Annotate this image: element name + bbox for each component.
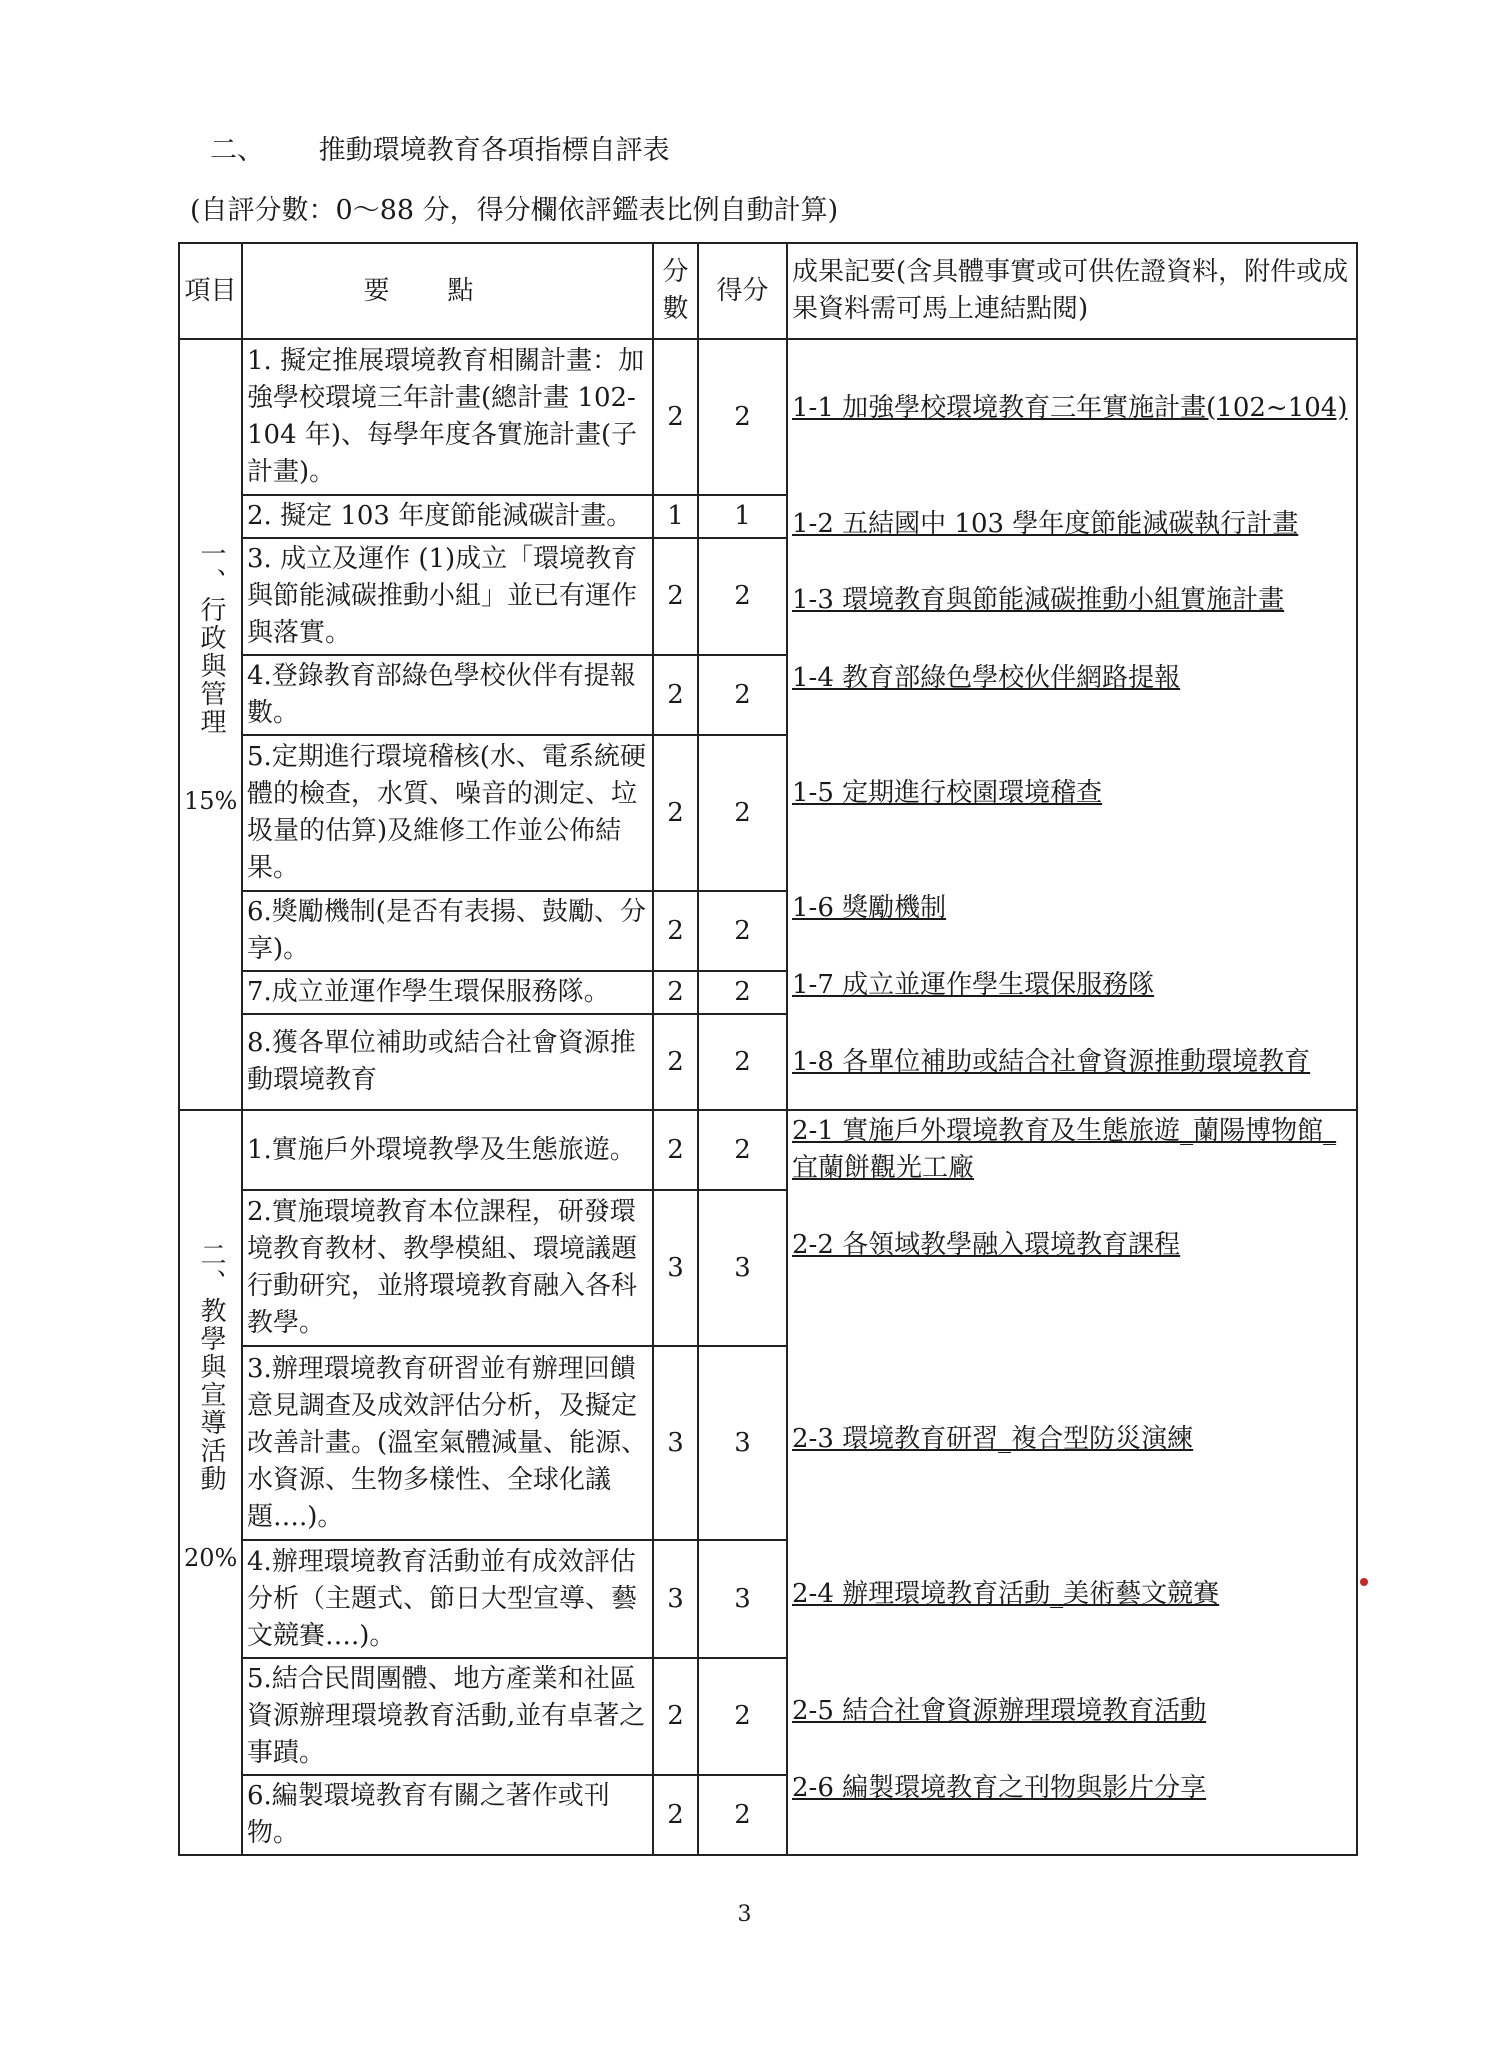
point-cell: 5.結合民間團體、地方產業和社區資源辦理環境教育活動,並有卓著之事蹟。 bbox=[242, 1658, 653, 1775]
point-cell: 4.登錄教育部綠色學校伙伴有提報數。 bbox=[242, 655, 653, 735]
got-cell: 2 bbox=[698, 1014, 787, 1110]
got-cell: 2 bbox=[698, 891, 787, 971]
score-cell: 2 bbox=[653, 655, 698, 735]
category-percent: 15% bbox=[184, 787, 238, 815]
result-link[interactable]: 1-8 各單位補助或結合社會資源推動環境教育 bbox=[792, 1047, 1311, 1077]
got-cell: 2 bbox=[698, 971, 787, 1014]
result-link[interactable]: 1-1 加強學校環境教育三年實施計畫(102~104) bbox=[792, 393, 1348, 423]
section-heading bbox=[210, 128, 670, 167]
result-link[interactable]: 1-5 定期進行校園環境稽查 bbox=[792, 778, 1103, 808]
result-link[interactable]: 1-3 環境教育與節能減碳推動小組實施計畫 bbox=[792, 585, 1285, 615]
point-cell: 7.成立並運作學生環保服務隊。 bbox=[242, 971, 653, 1014]
score-cell: 1 bbox=[653, 495, 698, 538]
got-cell: 3 bbox=[698, 1346, 787, 1540]
got-cell: 2 bbox=[698, 339, 787, 495]
result-link[interactable]: 2-4 辦理環境教育活動_美術藝文競賽 bbox=[792, 1579, 1220, 1609]
result-link[interactable]: 2-2 各領域教學融入環境教育課程 bbox=[792, 1230, 1181, 1260]
ink-dot bbox=[1360, 1578, 1368, 1586]
point-cell: 6.編製環境教育有關之著作或刊物。 bbox=[242, 1775, 653, 1855]
point-cell: 3. 成立及運作 (1)成立「環境教育與節能減碳推動小組」並已有運作與落實。 bbox=[242, 538, 653, 655]
result-link[interactable]: 2-5 結合社會資源辦理環境教育活動 bbox=[792, 1696, 1207, 1726]
result-link[interactable]: 1-2 五結國中 103 學年度節能減碳執行計畫 bbox=[792, 509, 1299, 539]
category-cell-admin bbox=[179, 339, 242, 1110]
results-cell-teaching bbox=[787, 1110, 1357, 1855]
point-cell: 8.獲各單位補助或結合社會資源推動環境教育 bbox=[242, 1014, 653, 1110]
point-cell: 4.辦理環境教育活動並有成效評估分析（主題式、節日大型宣導、藝文競賽….)。 bbox=[242, 1540, 653, 1658]
score-cell: 2 bbox=[653, 339, 698, 495]
table-row bbox=[179, 339, 1357, 495]
score-cell: 2 bbox=[653, 1014, 698, 1110]
score-cell: 2 bbox=[653, 1775, 698, 1855]
section-number: 二、 bbox=[210, 135, 264, 166]
result-link[interactable]: 2-1 實施戶外環境教育及生態旅遊_蘭陽博物館_宜蘭餅觀光工廠 bbox=[792, 1116, 1337, 1183]
score-cell: 3 bbox=[653, 1346, 698, 1540]
point-cell: 2.實施環境教育本位課程，研發環境教育教材、教學模組、環境議題行動研究，並將環境教育融入各科教學。 bbox=[242, 1190, 653, 1346]
got-cell: 2 bbox=[698, 735, 787, 891]
score-cell: 3 bbox=[653, 1190, 698, 1346]
scoring-note: (自評分數：0～88 分，得分欄依評鑑表比例自動計算) bbox=[190, 195, 839, 226]
score-cell: 2 bbox=[653, 1110, 698, 1190]
section-title: 推動環境教育各項指標自評表 bbox=[318, 135, 670, 166]
header-result: 成果記要(含具體事實或可供佐證資料，附件或成果資料需可馬上連結點閱) bbox=[787, 243, 1357, 339]
got-cell: 1 bbox=[698, 495, 787, 538]
score-cell: 2 bbox=[653, 1658, 698, 1775]
self-evaluation-table bbox=[178, 242, 1358, 1856]
header-item: 項目 bbox=[179, 243, 242, 339]
got-cell: 3 bbox=[698, 1540, 787, 1658]
score-cell: 3 bbox=[653, 1540, 698, 1658]
result-link[interactable]: 2-6 編製環境教育之刊物與影片分享 bbox=[792, 1773, 1207, 1803]
point-cell: 1. 擬定推展環境教育相關計畫：加強學校環境三年計畫(總計畫 102-104 年)、每學年度各實施計畫(子計畫)。 bbox=[242, 339, 653, 495]
point-cell: 5.定期進行環境稽核(水、電系統硬體的檢查，水質、噪音的測定、垃圾量的估算)及維修工作並公佈結果。 bbox=[242, 735, 653, 891]
header-point: 要點 bbox=[242, 243, 653, 339]
table-row bbox=[179, 1110, 1357, 1190]
result-link[interactable]: 1-6 獎勵機制 bbox=[792, 893, 947, 923]
category-percent: 20% bbox=[184, 1544, 238, 1572]
table-header-row bbox=[179, 243, 1357, 339]
point-cell: 3.辦理環境教育研習並有辦理回饋意見調查及成效評估分析，及擬定改善計畫。(溫室氣體減量、能源、水資源、生物多樣性、全球化議題….)。 bbox=[242, 1346, 653, 1540]
point-cell: 1.實施戶外環境教學及生態旅遊。 bbox=[242, 1110, 653, 1190]
result-link[interactable]: 2-3 環境教育研習_複合型防災演練 bbox=[792, 1424, 1194, 1454]
category-label: 二、教學與宣導活動 bbox=[196, 1241, 226, 1493]
header-got: 得分 bbox=[698, 243, 787, 339]
got-cell: 2 bbox=[698, 655, 787, 735]
results-cell-admin bbox=[787, 339, 1357, 1110]
category-label: 一、行政與管理 bbox=[196, 540, 226, 736]
page-number: 3 bbox=[737, 1902, 752, 1927]
point-cell: 6.獎勵機制(是否有表揚、鼓勵、分享)。 bbox=[242, 891, 653, 971]
got-cell: 2 bbox=[698, 1658, 787, 1775]
got-cell: 2 bbox=[698, 538, 787, 655]
score-cell: 2 bbox=[653, 891, 698, 971]
score-cell: 2 bbox=[653, 735, 698, 891]
category-cell-teaching bbox=[179, 1110, 242, 1855]
got-cell: 3 bbox=[698, 1190, 787, 1346]
result-link[interactable]: 1-4 教育部綠色學校伙伴網路提報 bbox=[792, 663, 1181, 693]
point-cell: 2. 擬定 103 年度節能減碳計畫。 bbox=[242, 495, 653, 538]
score-cell: 2 bbox=[653, 538, 698, 655]
header-score: 分數 bbox=[653, 243, 698, 339]
result-link[interactable]: 1-7 成立並運作學生環保服務隊 bbox=[792, 970, 1155, 1000]
got-cell: 2 bbox=[698, 1775, 787, 1855]
got-cell: 2 bbox=[698, 1110, 787, 1190]
score-cell: 2 bbox=[653, 971, 698, 1014]
